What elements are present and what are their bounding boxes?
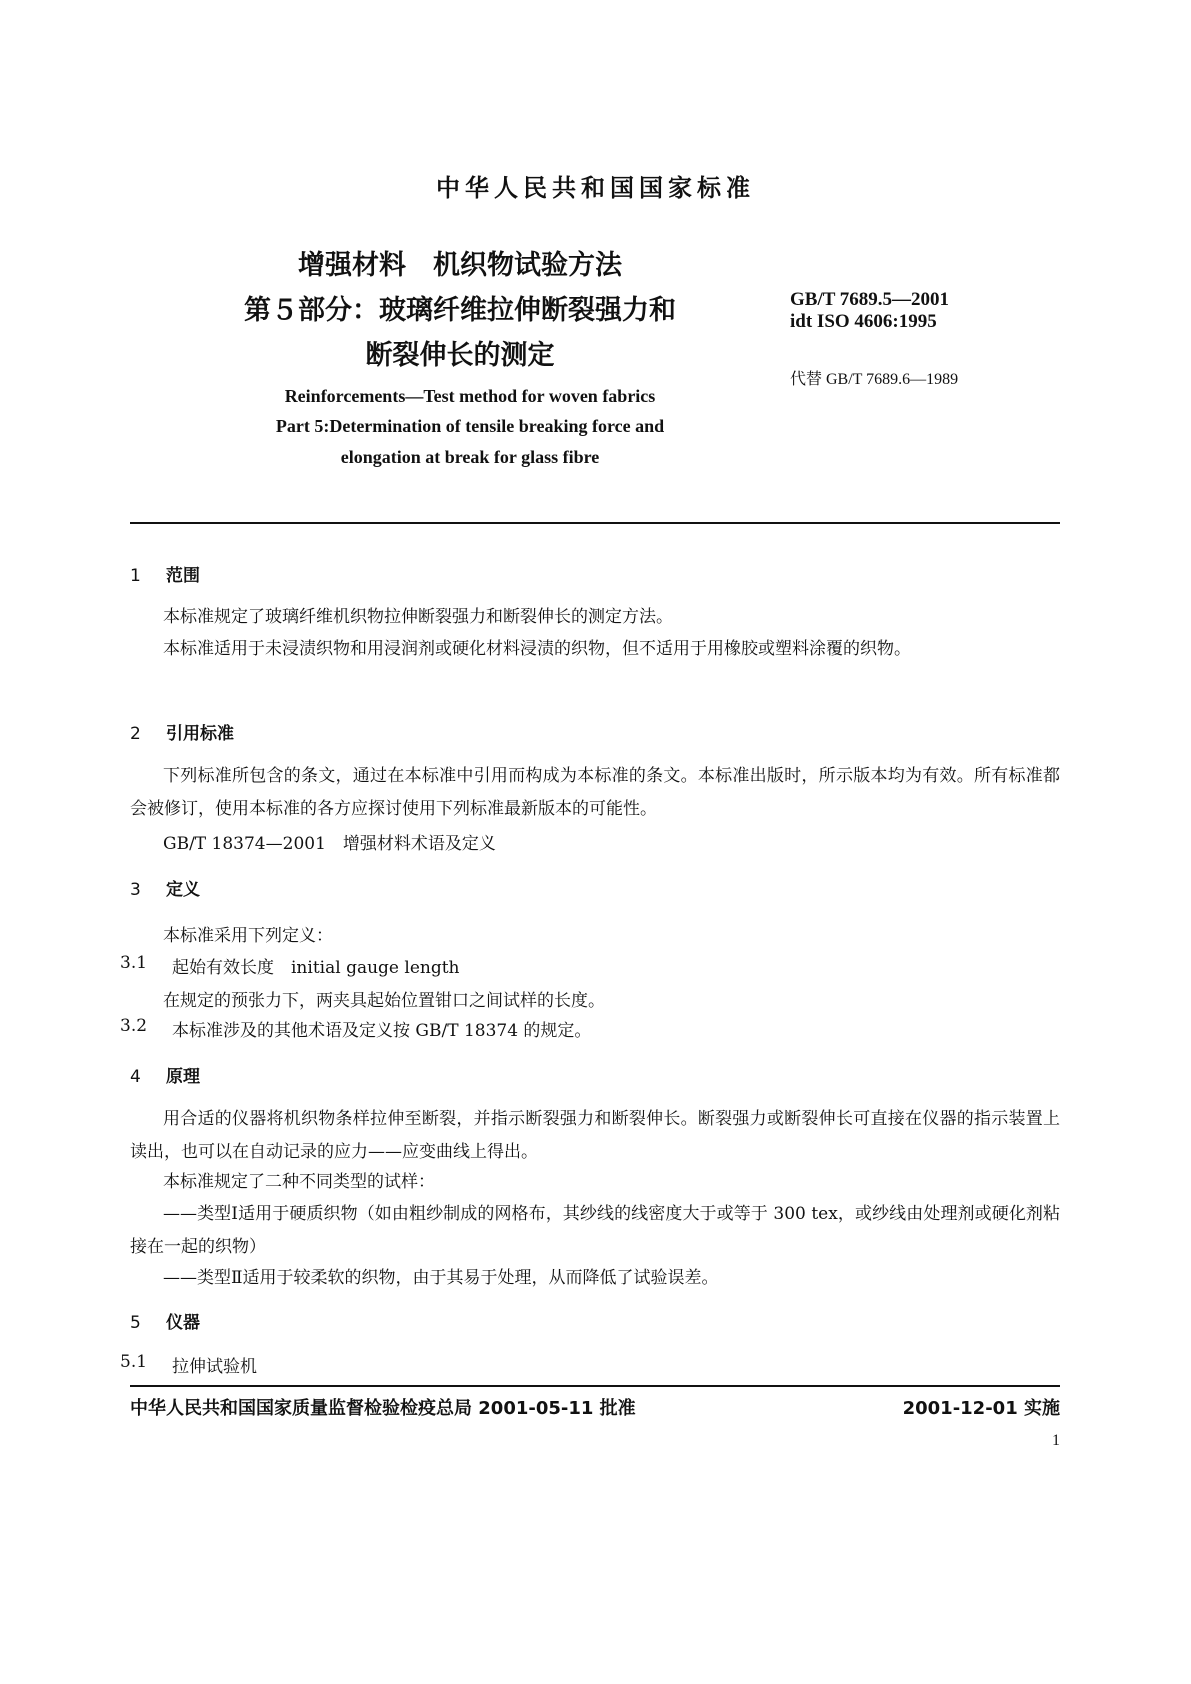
section-4-paragraph-3: ——类型Ⅰ适用于硬质织物（如由粗纱制成的网格布，其纱线的线密度大于或等于 300 tex，或纱线由处理剂或硬化剂粘接在一起的织物）: [130, 1204, 1060, 1257]
section-title: 原理: [166, 1067, 200, 1087]
section-number: 1: [130, 566, 141, 586]
english-title-line-3: elongation at break for glass fibre: [340, 447, 600, 467]
section-2-paragraph-1: 下列标准所包含的条文，通过在本标准中引用而构成为本标准的条文。本标准出版时，所示版本均为有效。所有标准都会被修订，使用本标准的各方应探讨使用下列标准最新版本的可能性。: [130, 766, 1060, 819]
section-1-heading: [130, 561, 200, 586]
definition-3-2-text: 本标准涉及的其他术语及定义按 GB/T 18374 的规定。: [172, 1021, 592, 1041]
english-title-line-2: Part 5:Determination of tensile breaking force and: [275, 416, 665, 436]
section-title: 定义: [166, 880, 200, 900]
section-title: 引用标准: [166, 724, 234, 744]
title-line-2: 第５部分：玻璃纤维拉伸断裂强力和: [244, 295, 676, 326]
section-4-paragraph-4: ——类型Ⅱ适用于较柔软的织物，由于其易于处理，从而降低了试验误差。: [163, 1268, 719, 1288]
definition-3-2-number: 3.2: [120, 1016, 148, 1036]
definition-3-1-term: 起始有效长度 initial gauge length: [172, 958, 460, 978]
section-2-heading: [130, 719, 234, 744]
definition-3-1-number: 3.1: [120, 953, 148, 973]
idt-code: idt ISO 4606:1995: [790, 311, 937, 332]
section-number: 4: [130, 1067, 141, 1087]
section-5-heading: [130, 1308, 200, 1333]
replaces-code: 代替 GB/T 7689.6—1989: [790, 371, 959, 388]
section-number: 2: [130, 724, 141, 744]
subsection-5-1-number: 5.1: [120, 1352, 148, 1372]
section-1-paragraph-2: 本标准适用于未浸渍织物和用浸润剂或硬化材料浸渍的织物，但不适用于用橡胶或塑料涂覆的织物。: [163, 639, 911, 659]
section-4-heading: [130, 1062, 200, 1087]
definition-3-1-description: 在规定的预张力下，两夹具起始位置钳口之间试样的长度。: [163, 991, 605, 1011]
section-title: 范围: [166, 566, 200, 586]
section-number: 3: [130, 880, 141, 900]
national-standard-header: 中华人民共和国国家标准: [436, 174, 755, 202]
standard-code: GB/T 7689.5—2001: [790, 289, 950, 310]
reference-standard: GB/T 18374—2001 增强材料术语及定义: [163, 834, 496, 854]
section-title: 仪器: [166, 1313, 200, 1333]
section-4-paragraph-2: 本标准规定了二种不同类型的试样：: [163, 1172, 435, 1192]
page-number: 1: [1052, 1432, 1060, 1449]
title-line-3: 断裂伸长的测定: [365, 340, 555, 371]
section-3-intro: 本标准采用下列定义：: [163, 926, 333, 946]
subsection-5-1-title: 拉伸试验机: [172, 1357, 257, 1377]
implementation-date: 2001-12-01 实施: [902, 1398, 1060, 1419]
section-number: 5: [130, 1313, 141, 1333]
title-line-1: 增强材料 机织物试验方法: [298, 250, 622, 281]
header-divider: [130, 522, 1060, 524]
section-4-paragraph-1: 用合适的仪器将机织物条样拉伸至断裂，并指示断裂强力和断裂伸长。断裂强力或断裂伸长可直接在仪器的指示装置上读出，也可以在自动记录的应力——应变曲线上得出。: [130, 1109, 1060, 1162]
section-1-paragraph-1: 本标准规定了玻璃纤维机织物拉伸断裂强力和断裂伸长的测定方法。: [163, 607, 673, 627]
english-title-line-1: Reinforcements—Test method for woven fabrics: [284, 386, 656, 406]
approval-statement: 中华人民共和国国家质量监督检验检疫总局 2001-05-11 批准: [130, 1398, 636, 1419]
footer-divider: [130, 1385, 1060, 1387]
section-3-heading: [130, 875, 200, 900]
